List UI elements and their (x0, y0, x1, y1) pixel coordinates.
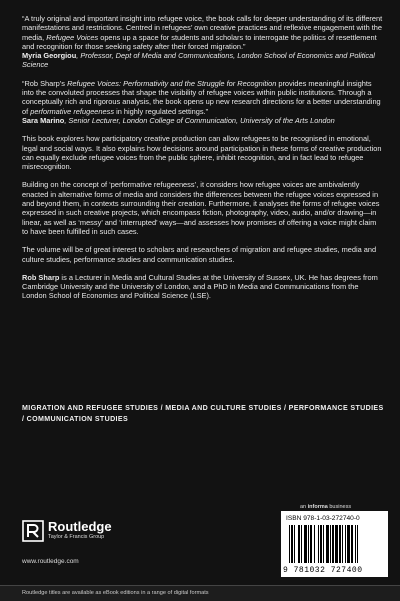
quote-text: provides meaningful insights into the convoluted processes that shape the visibility of refugee voices within public institutions. Through a conceptually rich and rigorous analysis, the book opens up new research directions for a better understanding of (22, 78, 381, 116)
endorsement-2-quote (22, 79, 384, 116)
quote-title: Refugee Voices: Performativity and the Struggle for Recognition (67, 78, 277, 88)
endorser-name: Sara Marino (22, 115, 65, 125)
endorsement-1-quote (22, 14, 384, 51)
isbn-label: ISBN 978-1-03-272740-0 (286, 515, 360, 522)
barcode-bar (314, 525, 315, 563)
barcode-bar (318, 525, 319, 563)
endorser-affiliation: , Professor, Dept of Media and Communications, London School of Economics and Political Science (22, 51, 375, 70)
barcode-bars (289, 525, 381, 563)
barcode-bar (339, 525, 341, 563)
informa-tagline (300, 504, 351, 510)
quote-text: opens up a space for students and scholars to interrogate the politics of resettlement and recognition for those seeking safety after their forced migration.” (22, 32, 377, 51)
quote-emphasis: performative refugeeness (30, 106, 115, 116)
quote-text: “A truly original and important insight into refugee voice, the book calls for deeper understanding of its different manifestations and restrictions. Centred in refugees’ own creative practices and reflexive engagement with the media, (22, 14, 383, 42)
barcode-bar (351, 525, 353, 563)
quote-text: in highly regulated settings.” (114, 106, 209, 116)
publisher-text (48, 520, 112, 541)
publisher-url[interactable]: www.routledge.com (22, 558, 79, 565)
subject-categories: MIGRATION AND REFUGEE STUDIES / MEDIA AND CULTURE STUDIES / PERFORMANCE STUDIES / COMMUNICATION STUDIES (22, 404, 384, 423)
barcode-bar (301, 525, 302, 563)
quote-title: Refugee Voices (46, 32, 99, 42)
barcode-bar (308, 525, 309, 563)
blurb-paragraph-3: The volume will be of great interest to scholars and researchers of migration and refugee studies, media and culture studies, performance studies and communication studies. (22, 245, 377, 264)
barcode-bar (347, 525, 350, 563)
blurb-paragraph-2: Building on the concept of ‘performative refugeeness’, it considers how refugee voices are ambivalently enacted in alternative forms of media and considers the differences between the refugee voices expressed in and beyond them, in contexts surrounding their creation. Furthermore, it analyses the forms of refugee voices expressed in such creative projects, which encompass fiction, photography, video, audio, and/or drawing—in linear, as well as ‘messy’ and ‘interrupted’ ways—and assesses how promises of offering a voice might claim to have been fulfilled in such cases. (22, 180, 380, 236)
informa-brand: informa (307, 504, 328, 510)
barcode-bar (289, 525, 290, 563)
barcode-bar (294, 525, 295, 563)
cover-text (22, 14, 384, 310)
publisher-group: Taylor & Francis Group (48, 534, 105, 540)
blurb-paragraph-1: This book explores how participatory creative production can allow refugees to be recognised in emotional, legal and social ways. It also explains how decisions around participation in these forms of creative production can equally exclude refugee voices from the public sphere, inhibit recognition, and in fact lead to refugee misrecognition. (22, 134, 382, 172)
barcode-bar (326, 525, 329, 563)
publisher-logo (22, 520, 112, 542)
author-bio-text: is a Lecturer in Media and Cultural Studies at the University of Sussex, UK. He has degrees from Cambridge University and the University of London, and a PhD in Media and Communications from the London School of Economics and Political Science (LSE). (22, 272, 378, 301)
barcode-bar (342, 525, 343, 563)
publisher-name: Routledge (48, 519, 112, 534)
endorser-affiliation: , Senior Lecturer, London College of Communication, University of the Arts London (64, 115, 335, 125)
author-name: Rob Sharp (22, 272, 60, 282)
barcode-bar (335, 525, 338, 563)
barcode-bar (357, 525, 358, 563)
barcode-bar (320, 525, 322, 563)
barcode-bar (304, 525, 307, 563)
barcode-bar (355, 525, 356, 563)
barcode (281, 511, 388, 577)
barcode-number: 9 781032 727400 (283, 566, 363, 575)
ebook-note: Routledge titles are available as eBook editions in a range of digital formats (22, 590, 209, 596)
endorsement-2 (22, 79, 384, 125)
endorsement-1-attribution (22, 51, 384, 70)
barcode-bar (323, 525, 324, 563)
barcode-bar (345, 525, 346, 563)
barcode-bar (298, 525, 300, 563)
quote-text: “Rob Sharp’s (22, 78, 68, 88)
barcode-bar (310, 525, 312, 563)
barcode-bar (291, 525, 293, 563)
routledge-logo-icon (22, 520, 44, 542)
endorser-name: Myria Georgiou (22, 51, 77, 61)
author-bio (22, 273, 384, 301)
informa-prefix: an (300, 504, 308, 510)
footnote-bar (0, 585, 400, 601)
informa-suffix: business (327, 504, 352, 510)
endorsement-1 (22, 14, 384, 70)
barcode-bar (330, 525, 331, 563)
barcode-bar (332, 525, 334, 563)
endorsement-2-attribution (22, 116, 384, 125)
